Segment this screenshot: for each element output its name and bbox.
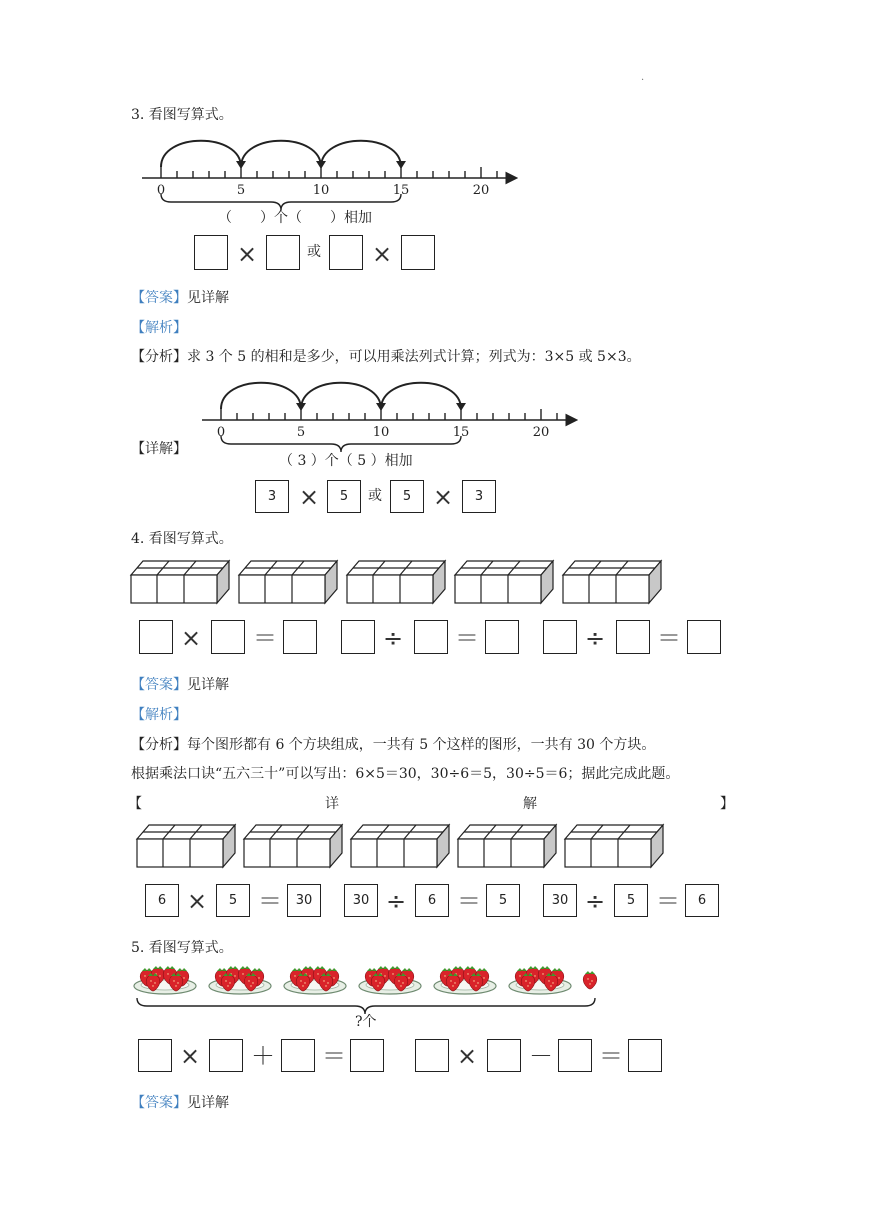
q3-tick-label: 15 xyxy=(392,183,410,198)
equals-symbol: ＝ xyxy=(258,887,282,915)
q4-detail-open: 【 xyxy=(128,796,142,812)
q5-answer-box[interactable] xyxy=(628,1039,662,1072)
times-symbol: × xyxy=(433,483,454,511)
q4-answer-box[interactable] xyxy=(211,620,245,654)
q3-tick-label: 0 xyxy=(156,183,166,198)
q4-detail-char1: 详 xyxy=(325,796,339,812)
q4-analysis-label: 【解析】 xyxy=(131,707,187,723)
minus-symbol: － xyxy=(529,1042,553,1070)
fenxi-text: 求 3 个 5 的相和是多少，可以用乘法列式计算；列式为：3×5 或 5×3。 xyxy=(187,349,641,365)
answer-label: 【答案】 xyxy=(131,677,187,693)
q5-answer-box[interactable] xyxy=(138,1039,172,1072)
q4-detail-box: 6 xyxy=(145,884,179,917)
equals-symbol: ＝ xyxy=(457,887,481,915)
q5-answer-box[interactable] xyxy=(558,1039,592,1072)
times-symbol: × xyxy=(187,887,208,915)
equals-symbol: ＝ xyxy=(599,1042,623,1070)
equals-symbol: ＝ xyxy=(322,1042,346,1070)
answer-label: 【答案】 xyxy=(131,1095,187,1111)
q4-answer-box[interactable] xyxy=(616,620,650,654)
times-symbol: × xyxy=(457,1042,478,1070)
q4-answer-box[interactable] xyxy=(139,620,173,654)
q4-answer-box[interactable] xyxy=(283,620,317,654)
times-symbol: × xyxy=(237,240,258,268)
answer-text: 见详解 xyxy=(187,290,229,306)
q3-detail-box: 5 xyxy=(390,480,424,513)
q3-analysis-label: 【解析】 xyxy=(131,320,187,336)
q3-fenxi xyxy=(131,348,641,366)
q3-or-text: 或 xyxy=(307,244,321,260)
q4-fenxi xyxy=(131,736,655,754)
q4-answer-box[interactable] xyxy=(414,620,448,654)
q4-detail-box: 6 xyxy=(415,884,449,917)
q3-tick-label: 20 xyxy=(472,183,490,198)
q4-detail-block-figures xyxy=(134,820,679,872)
times-symbol: × xyxy=(299,483,320,511)
q4-block-figures xyxy=(128,556,673,608)
times-symbol: × xyxy=(180,1042,201,1070)
q3-detail-or-text: 或 xyxy=(368,488,382,504)
times-symbol: × xyxy=(372,240,393,268)
q5-answer-box[interactable] xyxy=(350,1039,384,1072)
fenxi-label: 【分析】 xyxy=(131,349,187,365)
q3-detail-label: 【详解】 xyxy=(131,441,187,457)
answer-text: 见详解 xyxy=(187,677,229,693)
q4-detail-close: 】 xyxy=(720,796,734,812)
fenxi-text: 每个图形都有 6 个方块组成，一共有 5 个这样的图形，一共有 30 个方块。 xyxy=(187,737,656,753)
q5-brace-caption: ?个 xyxy=(355,1014,377,1030)
q3-title: 3. 看图写算式。 xyxy=(131,107,233,123)
q3-answer xyxy=(131,289,229,307)
q4-answer-box[interactable] xyxy=(341,620,375,654)
q5-answer-box[interactable] xyxy=(487,1039,521,1072)
q4-answer-box[interactable] xyxy=(687,620,721,654)
equals-symbol: ＝ xyxy=(657,624,681,652)
divide-symbol: ÷ xyxy=(585,624,606,652)
header-dot: · xyxy=(641,75,645,86)
equals-symbol: ＝ xyxy=(656,887,680,915)
q5-answer-box[interactable] xyxy=(415,1039,449,1072)
q4-detail-box: 30 xyxy=(344,884,378,917)
equals-symbol: ＝ xyxy=(455,624,479,652)
answer-label: 【答案】 xyxy=(131,290,187,306)
q3-detail-caption: （ 3 ）个（ 5 ）相加 xyxy=(279,453,413,469)
q4-detail-char2: 解 xyxy=(523,796,537,812)
q3-detail-tick-label: 0 xyxy=(216,425,226,440)
q5-answer xyxy=(131,1094,229,1112)
q4-fenxi-line2: 根据乘法口诀“五六三十”可以写出：6×5＝30，30÷6＝5，30÷5＝6；据此完成此题。 xyxy=(131,766,680,782)
times-symbol: × xyxy=(181,624,202,652)
fenxi-label: 【分析】 xyxy=(131,737,187,753)
q3-brace-caption: （ ）个（ ）相加 xyxy=(218,210,372,226)
q3-answer-box[interactable] xyxy=(266,235,300,270)
q4-detail-box: 30 xyxy=(287,884,321,917)
q4-detail-box: 5 xyxy=(216,884,250,917)
divide-symbol: ÷ xyxy=(383,624,404,652)
answer-text: 见详解 xyxy=(187,1095,229,1111)
q3-detail-tick-label: 15 xyxy=(452,425,470,440)
q4-detail-box: 5 xyxy=(486,884,520,917)
q3-detail-box: 3 xyxy=(462,480,496,513)
q5-answer-box[interactable] xyxy=(281,1039,315,1072)
divide-symbol: ÷ xyxy=(585,887,606,915)
plus-symbol: ＋ xyxy=(251,1042,275,1070)
q5-title: 5. 看图写算式。 xyxy=(131,940,233,956)
q3-detail-box: 5 xyxy=(327,480,361,513)
q4-detail-box: 5 xyxy=(614,884,648,917)
q4-title: 4. 看图写算式。 xyxy=(131,531,233,547)
q3-tick-label: 5 xyxy=(236,183,246,198)
q4-answer-box[interactable] xyxy=(485,620,519,654)
q4-answer-box[interactable] xyxy=(543,620,577,654)
q3-answer-box[interactable] xyxy=(194,235,228,270)
q5-answer-box[interactable] xyxy=(209,1039,243,1072)
q4-answer xyxy=(131,676,229,694)
q3-detail-tick-label: 20 xyxy=(532,425,550,440)
q3-detail-tick-label: 10 xyxy=(372,425,390,440)
q3-answer-box[interactable] xyxy=(329,235,363,270)
equals-symbol: ＝ xyxy=(253,624,277,652)
q3-tick-label: 10 xyxy=(312,183,330,198)
q3-detail-box: 3 xyxy=(255,480,289,513)
q3-answer-box[interactable] xyxy=(401,235,435,270)
q4-detail-box: 6 xyxy=(685,884,719,917)
divide-symbol: ÷ xyxy=(386,887,407,915)
q4-detail-box: 30 xyxy=(543,884,577,917)
q3-detail-tick-label: 5 xyxy=(296,425,306,440)
